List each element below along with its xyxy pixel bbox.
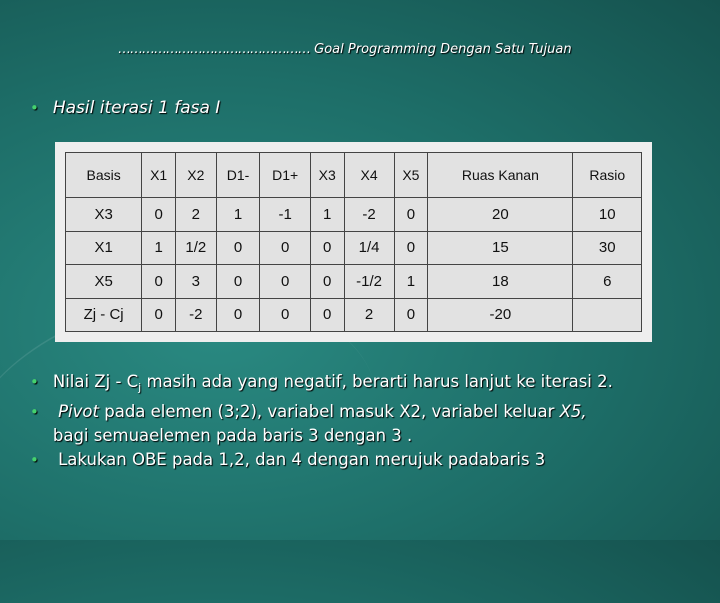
table-cell: 0 [394, 231, 428, 265]
table-cell: 1 [142, 231, 176, 265]
table-cell: 1 [310, 198, 344, 232]
table-cell: X5 [66, 265, 142, 299]
table-cell: 2 [175, 198, 216, 232]
table-cell: 0 [142, 265, 176, 299]
table-cell: 10 [573, 198, 642, 232]
table-row [66, 298, 642, 332]
table-cell: 1/2 [175, 231, 216, 265]
slide-header [118, 42, 572, 57]
table-cell: -1/2 [344, 265, 394, 299]
table-cell: 0 [260, 298, 310, 332]
table-header-cell: Rasio [573, 153, 642, 198]
table-header-cell: Basis [66, 153, 142, 198]
table-cell: -2 [344, 198, 394, 232]
table-cell: 18 [428, 265, 573, 299]
top-bullet-text: Hasil iterasi 1 fasa I [52, 98, 221, 118]
table-cell: 20 [428, 198, 573, 232]
bullet-text [53, 400, 710, 448]
bullet-text-part: Nilai Zj - C [52, 372, 139, 391]
table-cell: 0 [260, 265, 310, 299]
table-cell: -20 [428, 298, 573, 332]
table-cell: 30 [573, 231, 642, 265]
bullet-dot-icon: • [30, 403, 39, 421]
table-header-cell: X5 [394, 153, 428, 198]
table-cell: -2 [175, 298, 216, 332]
table-header-cell: X3 [310, 153, 344, 198]
table-cell [573, 298, 642, 332]
table-cell: 0 [142, 198, 176, 232]
table-row [66, 231, 642, 265]
table-header-row [66, 153, 642, 198]
pivot-word: Pivot [58, 402, 99, 421]
simplex-table-image [55, 142, 652, 342]
table-cell: 1/4 [344, 231, 394, 265]
table-cell: 0 [310, 298, 344, 332]
table-header-cell: X4 [344, 153, 394, 198]
list-item [30, 370, 710, 400]
bullet-dot-icon: • [30, 373, 39, 391]
table-row [66, 198, 642, 232]
table-header-cell: D1- [216, 153, 260, 198]
table-cell: 0 [142, 298, 176, 332]
table-cell: 2 [344, 298, 394, 332]
table-cell: 1 [394, 265, 428, 299]
table-cell: Zj - Cj [66, 298, 142, 332]
table-cell: 15 [428, 231, 573, 265]
header-dots: ………………………………………… [118, 42, 310, 57]
table-cell: 1 [216, 198, 260, 232]
table-cell: 6 [573, 265, 642, 299]
bullet-text-part: bagi semuaelemen pada baris 3 dengan 3 . [52, 426, 413, 445]
bullet-text-part: pada elemen (3;2), variabel masuk X2, variabel keluar [98, 402, 560, 421]
table-row [66, 265, 642, 299]
list-item [30, 400, 710, 448]
table-cell: X1 [66, 231, 142, 265]
bullet-text-part: masih ada yang negatif, berarti harus lanjut ke iterasi 2. [141, 372, 613, 391]
top-bullet [30, 98, 220, 118]
table-cell: 0 [260, 231, 310, 265]
bullet-text [53, 448, 710, 472]
simplex-table [65, 152, 642, 332]
subscript-j: j [138, 381, 142, 394]
table-header-cell: X1 [142, 153, 176, 198]
bullet-list [30, 370, 710, 472]
table-header-cell: X2 [175, 153, 216, 198]
table-header-cell: D1+ [260, 153, 310, 198]
list-item [30, 448, 710, 472]
table-cell: 0 [216, 231, 260, 265]
table-cell: 0 [394, 298, 428, 332]
header-title: Goal Programming Dengan Satu Tujuan [314, 42, 572, 57]
x5-word: X5, [559, 402, 587, 421]
table-cell: 0 [310, 265, 344, 299]
table-cell: 0 [216, 265, 260, 299]
table-cell: -1 [260, 198, 310, 232]
table-cell: 0 [394, 198, 428, 232]
bullet-text [53, 370, 710, 400]
bullet-dot-icon: • [30, 451, 39, 469]
table-cell: X3 [66, 198, 142, 232]
table-header-cell: Ruas Kanan [428, 153, 573, 198]
table-cell: 0 [216, 298, 260, 332]
table-cell: 0 [310, 231, 344, 265]
table-cell: 3 [175, 265, 216, 299]
bullet-dot-icon: • [30, 99, 39, 117]
bullet-text-part: Lakukan OBE pada 1,2, dan 4 dengan merujuk padabaris 3 [58, 450, 546, 469]
